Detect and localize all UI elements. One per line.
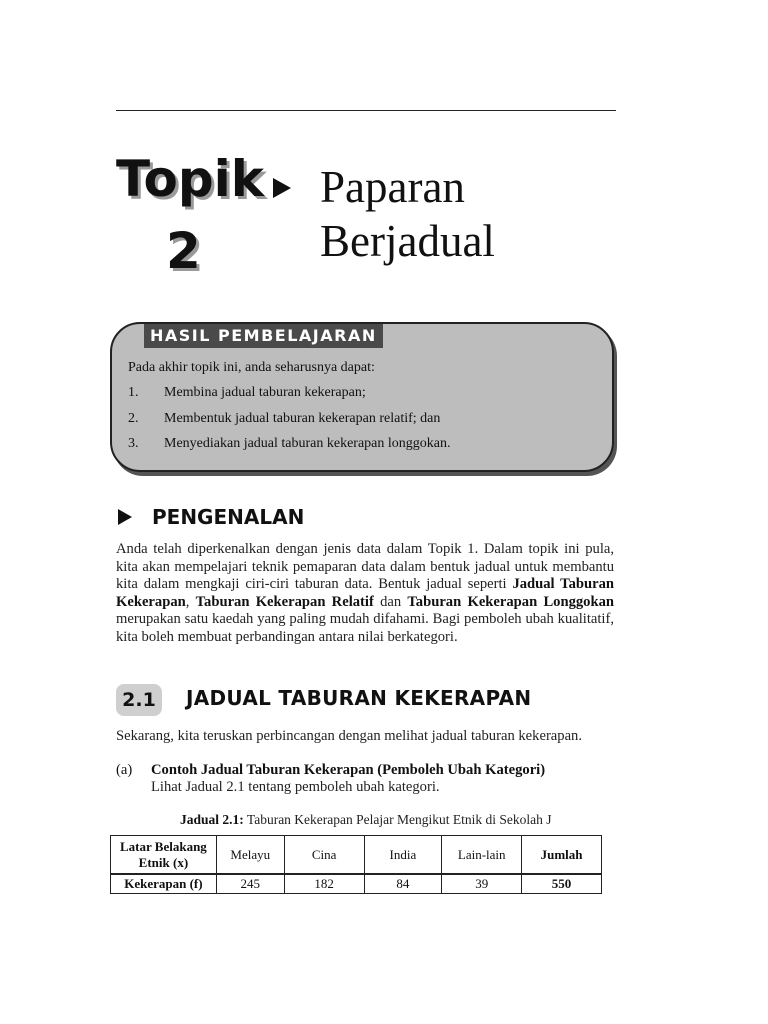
table-cell: 84 xyxy=(364,874,442,894)
example-description: Lihat Jadual 2.1 tentang pemboleh ubah kategori. xyxy=(151,779,440,795)
table-row xyxy=(111,836,602,875)
item-number: 1. xyxy=(128,385,139,400)
frequency-table xyxy=(110,835,602,894)
section-arrow-icon xyxy=(117,508,133,526)
text-run: Anda telah diperkenalkan dengan jenis data dalam Topik 1. Dalam topik ini pula, kita akan mempelajari teknik pemaparan data dalam bentuk jadual untuk membantu kita dalam mengkaji ciri-ciri taburan data. Bentuk jadual seperti xyxy=(116,541,614,592)
total-value-cell: 550 xyxy=(522,874,602,894)
item-number: 3. xyxy=(128,436,139,451)
text-run: , xyxy=(185,593,196,610)
caption-text: Taburan Kekerapan Pelajar Mengikut Etnik di Sekolah J xyxy=(243,812,552,827)
section-heading: PENGENALAN xyxy=(152,505,305,529)
table-row xyxy=(111,874,602,894)
bold-term: Taburan Kekerapan Longgokan xyxy=(407,593,615,610)
item-text: Membentuk jadual taburan kekerapan relatif; dan xyxy=(164,411,441,426)
total-header-cell: Jumlah xyxy=(522,836,602,875)
example-title: Contoh Jadual Taburan Kekerapan (Pemboleh Ubah Kategori) xyxy=(151,762,546,778)
learning-outcome-item xyxy=(128,411,440,427)
caption-label: Jadual 2.1: xyxy=(180,812,244,827)
top-rule xyxy=(116,110,616,111)
table-cell: 182 xyxy=(284,874,364,894)
example-label: (a) xyxy=(116,762,133,778)
topic-title-line1: Paparan xyxy=(320,162,465,212)
item-text: Menyediakan jadual taburan kekerapan longgokan. xyxy=(164,436,451,451)
section-number-badge: 2.1 xyxy=(116,684,162,716)
item-text: Membina jadual taburan kekerapan; xyxy=(164,385,366,400)
header-line: Etnik (x) xyxy=(138,854,189,870)
text-run: merupakan satu kaedah yang paling mudah difahami. Bagi pemboleh ubah kualitatif, kita boleh membuat perbandingan antara nilai berkategori. xyxy=(116,611,614,645)
table-cell: Cina xyxy=(284,836,364,875)
header-line: Latar Belakang xyxy=(120,838,207,854)
bold-term: Jadual Taburan Kekerapan xyxy=(116,576,614,610)
intro-paragraph xyxy=(116,541,614,646)
topic-number: 2 xyxy=(166,222,201,280)
learning-outcome-item xyxy=(128,385,366,401)
subsection-heading: JADUAL TABURAN KEKERAPAN xyxy=(186,686,532,710)
row-header-cell xyxy=(111,836,217,875)
subsection-intro: Sekarang, kita teruskan perbincangan dengan melihat jadual taburan kekerapan. xyxy=(116,728,582,744)
play-arrow-icon xyxy=(271,177,293,199)
item-number: 2. xyxy=(128,411,139,426)
table-caption xyxy=(180,812,552,828)
topic-title xyxy=(320,160,495,268)
row-header-cell: Kekerapan (f) xyxy=(111,874,217,894)
table-cell: India xyxy=(364,836,442,875)
text-run: dan xyxy=(373,593,408,610)
topic-title-line2: Berjadual xyxy=(320,216,495,266)
table-cell: 245 xyxy=(216,874,284,894)
learning-outcome-item xyxy=(128,436,451,452)
table-cell: 39 xyxy=(442,874,522,894)
learning-outcomes-tab: HASIL PEMBELAJARAN xyxy=(144,324,383,348)
table-cell: Lain-lain xyxy=(442,836,522,875)
learning-outcomes-intro: Pada akhir topik ini, anda seharusnya dapat: xyxy=(128,360,375,375)
table-cell: Melayu xyxy=(216,836,284,875)
bold-term: Taburan Kekerapan Relatif xyxy=(195,593,374,610)
topic-word: Topik xyxy=(116,150,264,208)
